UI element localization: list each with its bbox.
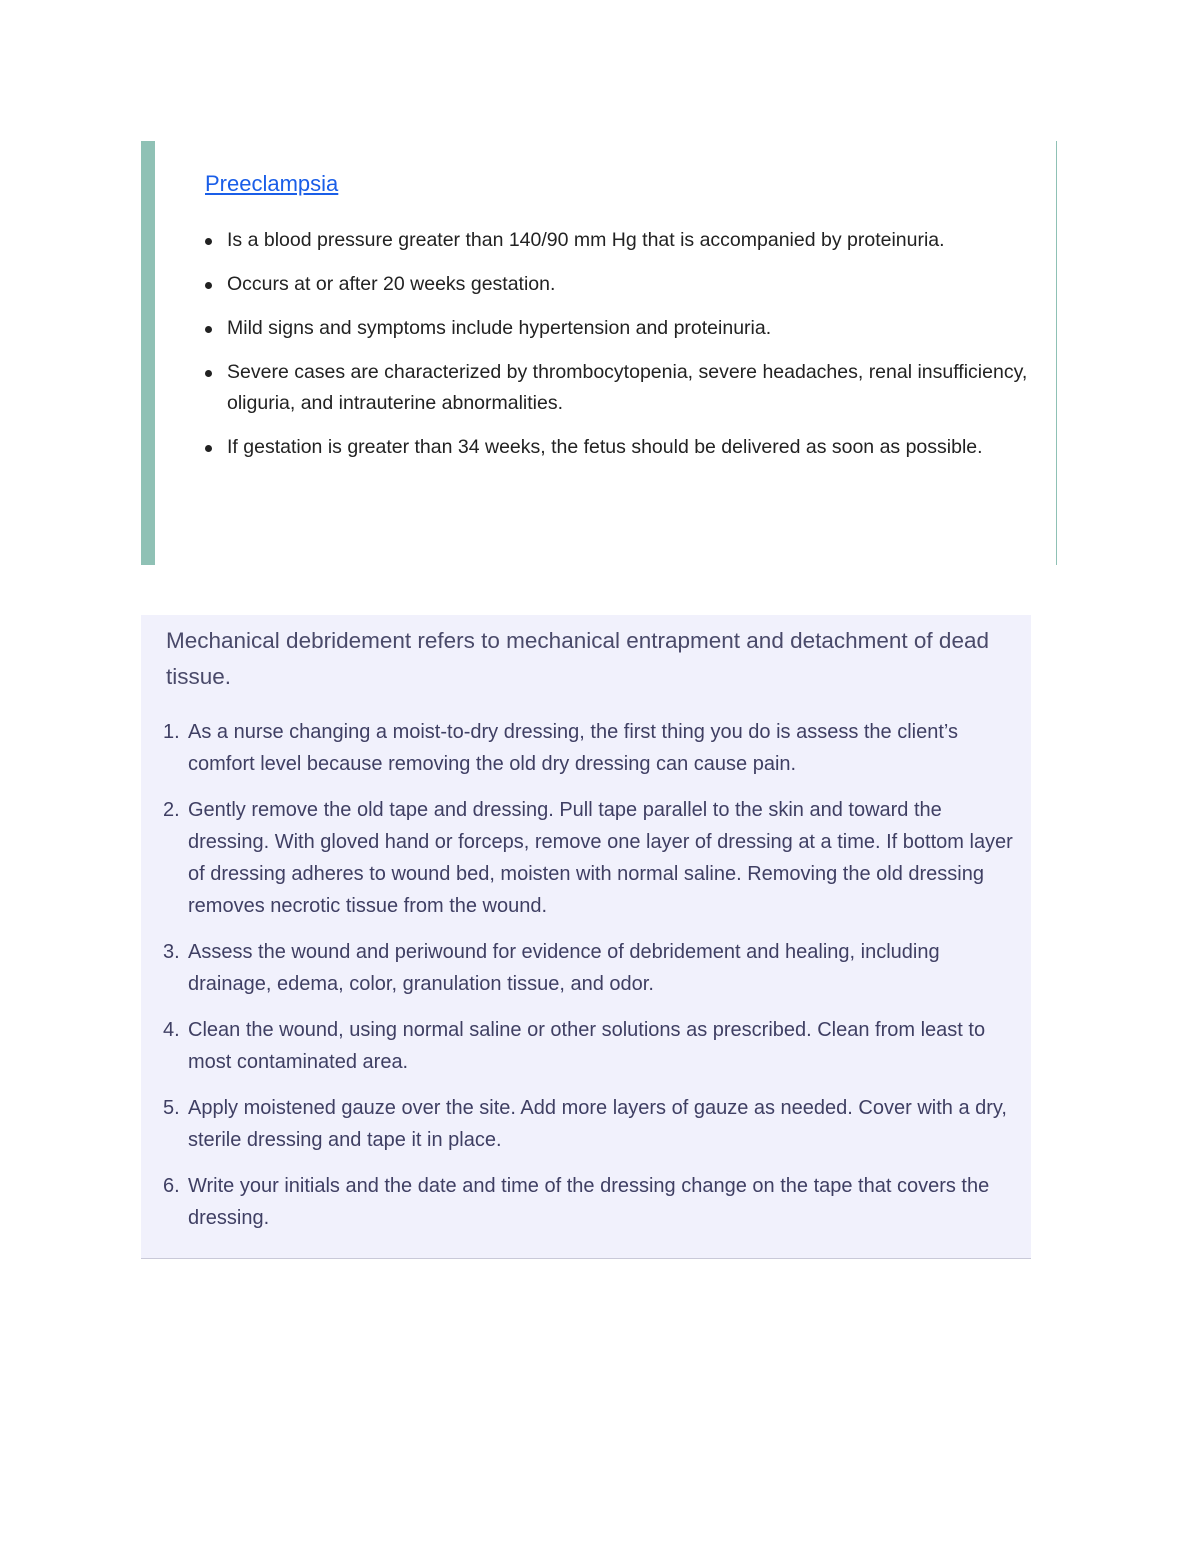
step-number: 1. — [163, 721, 180, 743]
preeclampsia-bullet-list — [205, 225, 1035, 476]
debridement-step-list — [163, 716, 1013, 1248]
step-number: 6. — [163, 1175, 180, 1197]
preeclampsia-card — [141, 141, 1057, 565]
step-item — [163, 716, 1013, 780]
bullet-text: Mild signs and symptoms include hypertension and proteinuria. — [227, 317, 772, 339]
bullet-text: If gestation is greater than 34 weeks, the fetus should be delivered as soon as possible. — [227, 436, 983, 458]
bullet-text: Is a blood pressure greater than 140/90 mm Hg that is accompanied by proteinuria. — [227, 229, 945, 251]
step-number: 2. — [163, 799, 180, 821]
bullet-dot-icon — [205, 282, 212, 289]
bullet-dot-icon — [205, 370, 212, 377]
debridement-intro: Mechanical debridement refers to mechanical entrapment and detachment of dead tissue. — [166, 628, 989, 689]
bullet-dot-icon — [205, 238, 212, 245]
bullet-dot-icon — [205, 445, 212, 452]
step-number: 5. — [163, 1097, 180, 1119]
step-item — [163, 1014, 1013, 1078]
step-item — [163, 1092, 1013, 1156]
bullet-dot-icon — [205, 326, 212, 333]
step-text: As a nurse changing a moist-to-dry dressing, the first thing you do is assess the client’s comfort level because removing the old dry dressing can cause pain. — [188, 721, 959, 775]
step-item — [163, 936, 1013, 1000]
bullet-item — [205, 313, 1035, 344]
step-text: Write your initials and the date and time of the dressing change on the tape that covers the dressing. — [188, 1175, 990, 1229]
bullet-item — [205, 432, 1035, 463]
bullet-item — [205, 269, 1035, 300]
step-item — [163, 794, 1013, 922]
step-text: Apply moistened gauze over the site. Add more layers of gauze as needed. Cover with a dry, sterile dressing and tape it in place. — [188, 1097, 1007, 1151]
step-text: Clean the wound, using normal saline or other solutions as prescribed. Clean from least to most contaminated area. — [188, 1019, 986, 1073]
preeclampsia-link[interactable]: Preeclampsia — [205, 171, 339, 196]
bullet-item — [205, 225, 1035, 256]
bullet-item — [205, 357, 1035, 419]
bullet-text: Occurs at or after 20 weeks gestation. — [227, 273, 556, 295]
debridement-card — [141, 615, 1031, 1259]
step-item — [163, 1170, 1013, 1234]
step-number: 3. — [163, 941, 180, 963]
bullet-text: Severe cases are characterized by thrombocytopenia, severe headaches, renal insufficiency, oliguria, and intrauterine abnormalities. — [227, 361, 1028, 414]
step-number: 4. — [163, 1019, 180, 1041]
step-text: Assess the wound and periwound for evidence of debridement and healing, including drainage, edema, color, granulation tissue, and odor. — [188, 941, 940, 995]
step-text: Gently remove the old tape and dressing. Pull tape parallel to the skin and toward the dressing. With gloved hand or forceps, remove one layer of dressing at a time. If bottom layer of dressing adheres to wound bed, moisten with normal saline. Removing the old dressing removes necrotic tissue from the wound. — [188, 799, 1013, 917]
